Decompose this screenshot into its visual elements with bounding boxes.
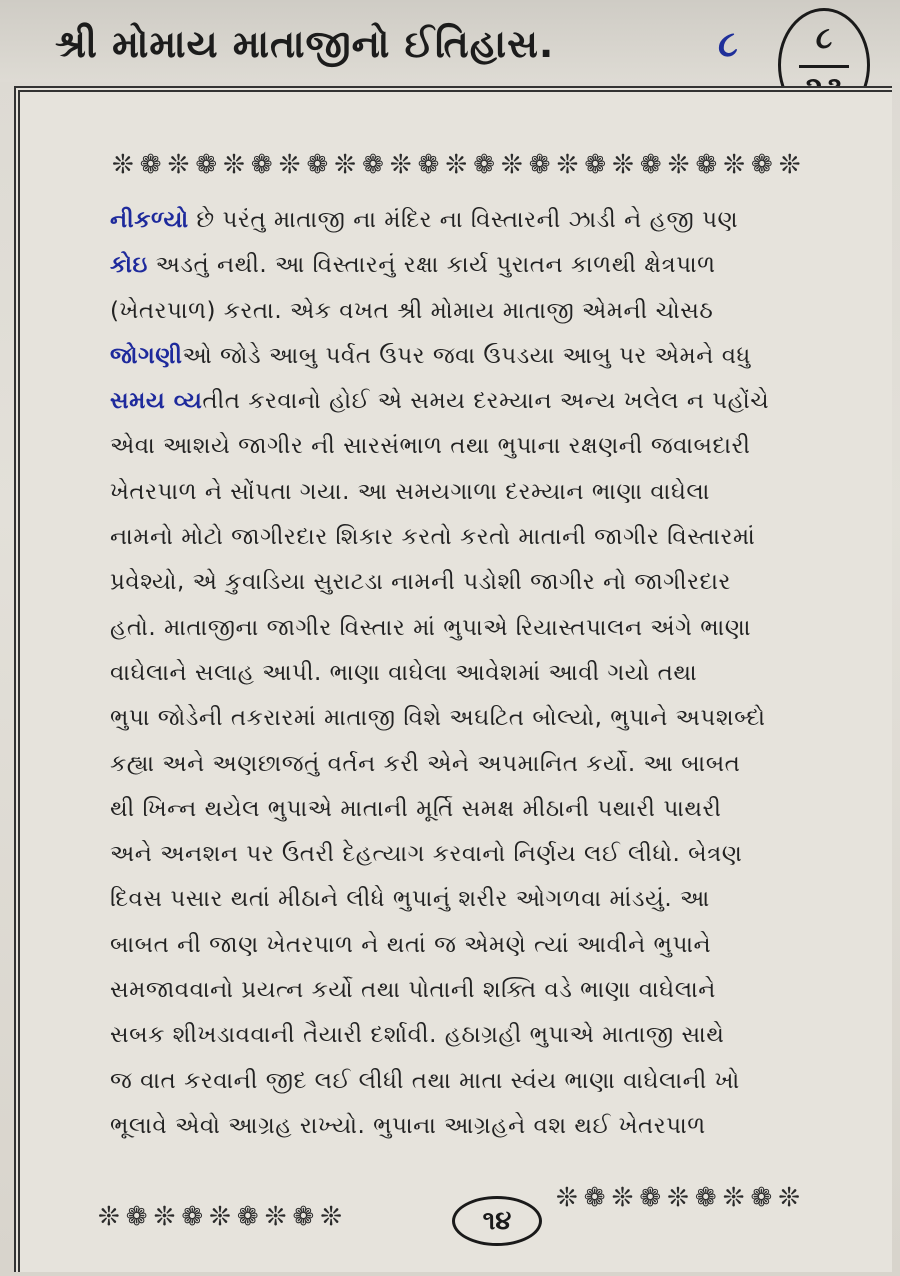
body-line [110, 877, 855, 922]
body-line-text: તીત કરવાનો હોઈ એ સમય દરમ્યાન અન્ય ખલેલ ન પહોંચે [202, 388, 770, 415]
page-fraction-numerator: ૮ [815, 21, 833, 56]
body-line [110, 289, 855, 334]
body-line [110, 832, 855, 877]
body-line-text: એવા આશયે જાગીર ની સારસંભાળ તથા ભુપાના રક્ષણની જવાબદારી [110, 433, 751, 460]
body-line [110, 968, 855, 1013]
body-line-text: ખેતરપાળ ને સોંપતા ગયા. આ સમયગાળા દરમ્યાન ભાણા વાઘેલા [110, 478, 710, 505]
page-title: શ્રી મોમાય માતાજીનો ઈતિહાસ. [55, 22, 555, 66]
body-line-text: સમજાવવાનો પ્રયત્ન કર્યો તથા પોતાની શક્તિ વડે ભાણા વાઘેલાને [110, 977, 716, 1004]
body-line-text: અડતું નથી. આ વિસ્તારનું રક્ષા કાર્ય પુરાતન કાળથી ક્ષેત્રપાળ [147, 252, 716, 279]
body-line [110, 198, 855, 243]
bottom-left-ornament: ❊❁❊❁❊❁❊❁❊ [98, 1202, 349, 1232]
body-line-text: વાઘેલાને સલાહ આપી. ભાણા વાઘેલા આવેશમાં આવી ગયો તથા [110, 659, 698, 686]
body-line [110, 515, 855, 560]
body-line-text: છે પરંતુ માતાજી ના મંદિર ના વિસ્તારની ઝાડી ને હજી પણ [188, 207, 739, 233]
body-line [110, 606, 855, 651]
body-line [110, 379, 855, 424]
body-line-highlight: નીકળ્યો [110, 207, 189, 233]
body-line [110, 923, 855, 968]
body-line [110, 243, 855, 288]
body-line-highlight: સમય વ્ય [110, 388, 203, 415]
body-line-text: દિવસ પસાર થતાં મીઠાને લીધે ભુપાનું શરીર ઓગળવા માંડયું. આ [110, 886, 710, 913]
body-line [110, 470, 855, 515]
body-line-text: (ખેતરપાળ) કરતા. એક વખત શ્રી મોમાય માતાજી એમની ચોસઠ [110, 297, 714, 324]
page-number: ૧૪ [452, 1196, 542, 1246]
body-line-highlight: કોઇ [110, 252, 148, 279]
body-line-text: ભૂલાવે એવો આગ્રહ રાખ્યો. ભુપાના આગ્રહને વશ થઈ ખેતરપાળ [110, 1112, 706, 1139]
body-line [110, 560, 855, 605]
body-line-text: અને અનશન પર ઉતરી દેહત્યાગ કરવાનો નિર્ણય લઈ લીધો. બેત્રણ [110, 841, 743, 868]
chapter-mark: ૮ [718, 24, 738, 65]
body-line-text: હતો. માતાજીના જાગીર વિસ્તાર માં ભુપાએ રિયાસ્તપાલન અંગે ભાણા [110, 614, 751, 641]
body-line [110, 424, 855, 469]
body-line-text: બાબત ની જાણ ખેતરપાળ ને થતાં જ એમણે ત્યાં આવીને ભુપાને [110, 931, 712, 958]
body-line-text: સબક શીખડાવવાની તૈયારી દર્શાવી. હઠાગ્રહી ભુપાએ માતાજી સાથે [110, 1022, 725, 1049]
body-line [110, 651, 855, 696]
bottom-right-ornament: ❊❁❊❁❊❁❊❁❊ [556, 1183, 807, 1213]
body-line [110, 742, 855, 787]
body-line-text: થી ખિન્ન થયેલ ભુપાએ માતાની મૂર્તિ સમક્ષ મીઠાની પથારી પાથરી [110, 795, 722, 822]
body-line [110, 334, 855, 379]
body-line-text: ઓ જોડે આબુ પર્વત ઉપર જવા ઉપડયા આબુ પર એમને વધુ [182, 342, 751, 369]
body-line [110, 1059, 855, 1104]
body-line [110, 787, 855, 832]
fraction-bar [799, 65, 849, 68]
body-line-text: કહ્યા અને અણછાજતું વર્તન કરી એને અપમાનિત કર્યો. આ બાબત [110, 750, 741, 777]
body-line [110, 1013, 855, 1058]
body-line-text: જ વાત કરવાની જીદ લઈ લીધી તથા માતા સ્વંય ભાણા વાઘેલાની ખો [110, 1067, 740, 1094]
body-line-text: નામનો મોટો જાગીરદાર શિકાર કરતો કરતો માતાની જાગીર વિસ્તારમાં [110, 524, 756, 551]
body-line-highlight: જોગણી [110, 342, 183, 369]
body-text [110, 198, 855, 1149]
body-line-text: પ્રવેશ્યો, એ કુવાડિયા સુરાટડા નામની પડોશી જાગીર નો જાગીરદાર [110, 569, 731, 596]
body-line-text: ભુપા જોડેની તકરારમાં માતાજી વિશે અઘટિત બોલ્યો, ભુપાને અપશબ્દો [110, 705, 766, 732]
body-line [110, 696, 855, 741]
top-ornament-divider: ❊❁❊❁❊❁❊❁❊❁❊❁❊❁❊❁❊❁❊❁❊❁❊❁❊ [112, 150, 807, 180]
body-line [110, 1104, 855, 1149]
